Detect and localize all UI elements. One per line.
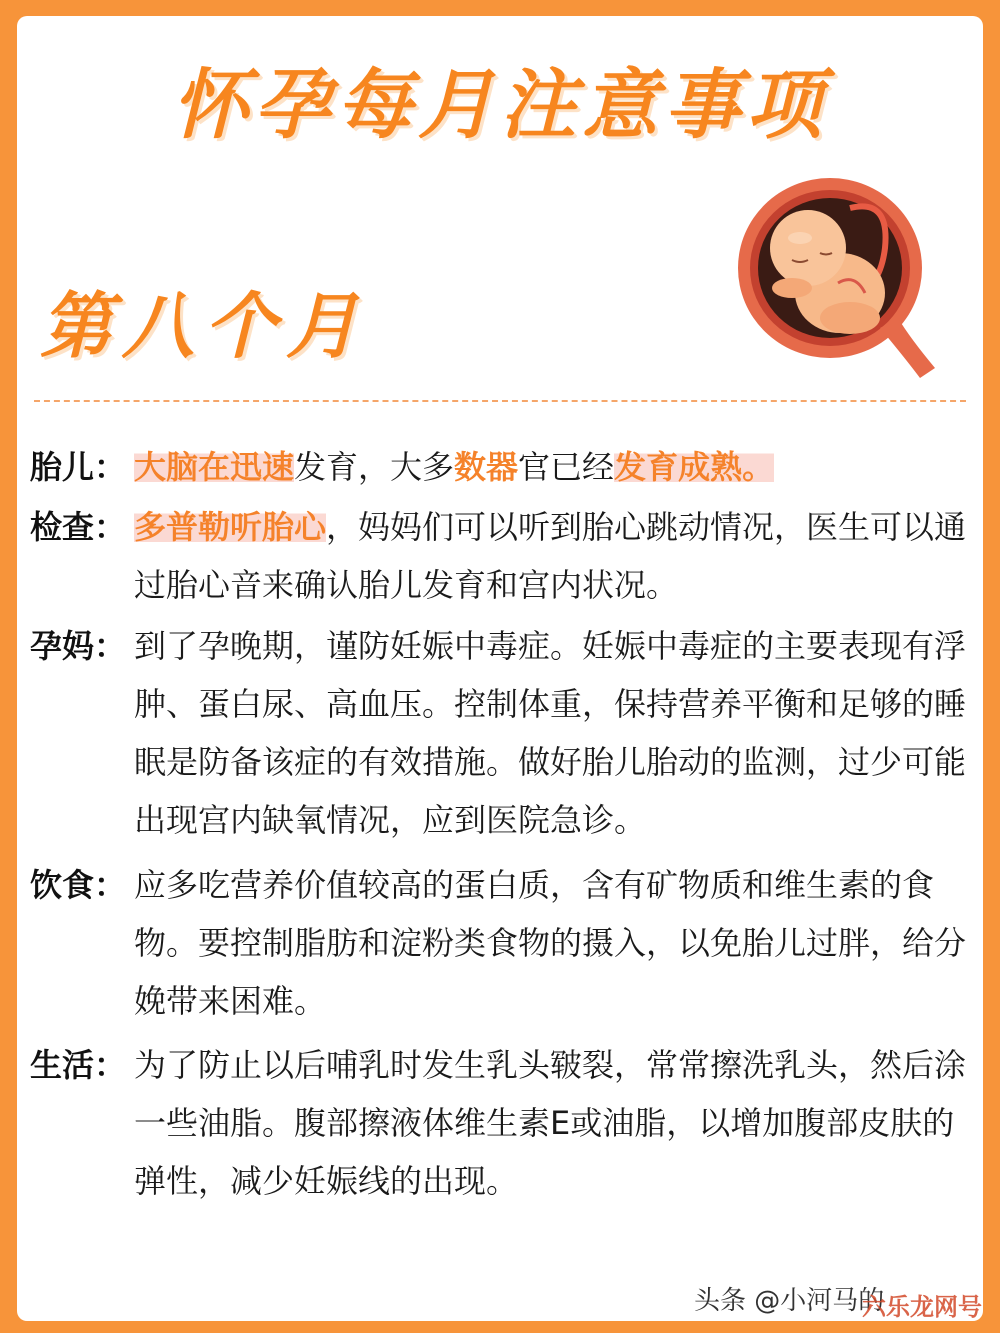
- section-label: 饮食：: [30, 866, 127, 904]
- highlight-text: 数器: [454, 448, 519, 486]
- section-checkup: [30, 498, 980, 614]
- section-text: 为了防止以后哺乳时发生乳头皲裂，常常擦洗乳头，然后涂一些油脂。腹部擦液体维生素E或油脂，以增加腹部皮肤的弹性，减少妊娠线的出现。: [134, 1046, 967, 1200]
- section-diet: [30, 856, 980, 1030]
- highlight-text: 多普勒听胎心: [134, 508, 327, 546]
- month-heading: 第八个月: [40, 284, 369, 368]
- watermark-overlay: 六乐龙网号: [862, 1293, 982, 1321]
- watermark: 头条 @小河马的: [694, 1286, 885, 1316]
- section-life: [30, 1036, 980, 1210]
- section-mother: [30, 617, 980, 849]
- page-title: 怀孕每月注意事项: [172, 60, 828, 149]
- body-text: ，妈妈们可以听到胎心跳动情况，医生可以通过胎心音来确认胎儿发育和宫内状况。: [134, 508, 967, 604]
- highlight-text: 大脑在迅速: [134, 448, 295, 486]
- fetus-in-womb-illustration: [730, 168, 940, 378]
- section-text: 应多吃营养价值较高的蛋白质，含有矿物质和维生素的食物。要控制脂肪和淀粉类食物的摄入，以免胎儿过胖，给分娩带来困难。: [134, 866, 967, 1020]
- dashed-divider: [34, 400, 966, 402]
- section-text: 到了孕晚期，谨防妊娠中毒症。妊娠中毒症的主要表现有浮肿、蛋白尿、高血压。控制体重，保持营养平衡和足够的睡眠是防备该症的有效措施。做好胎儿胎动的监测，过少可能出现宫内缺氧情况，应到医院急诊。: [134, 627, 967, 839]
- section-text: [134, 438, 980, 496]
- section-label: 检查：: [30, 508, 127, 546]
- section-label: 生活：: [30, 1046, 127, 1084]
- body-text: 官已经: [518, 448, 615, 486]
- section-label: 孕妈：: [30, 627, 127, 665]
- section-text: [134, 498, 980, 614]
- highlight-text: 发育成熟。: [614, 448, 775, 486]
- section-fetus: [30, 438, 980, 496]
- section-label: 胎儿：: [30, 448, 127, 486]
- body-text: 发育，大多: [294, 448, 455, 486]
